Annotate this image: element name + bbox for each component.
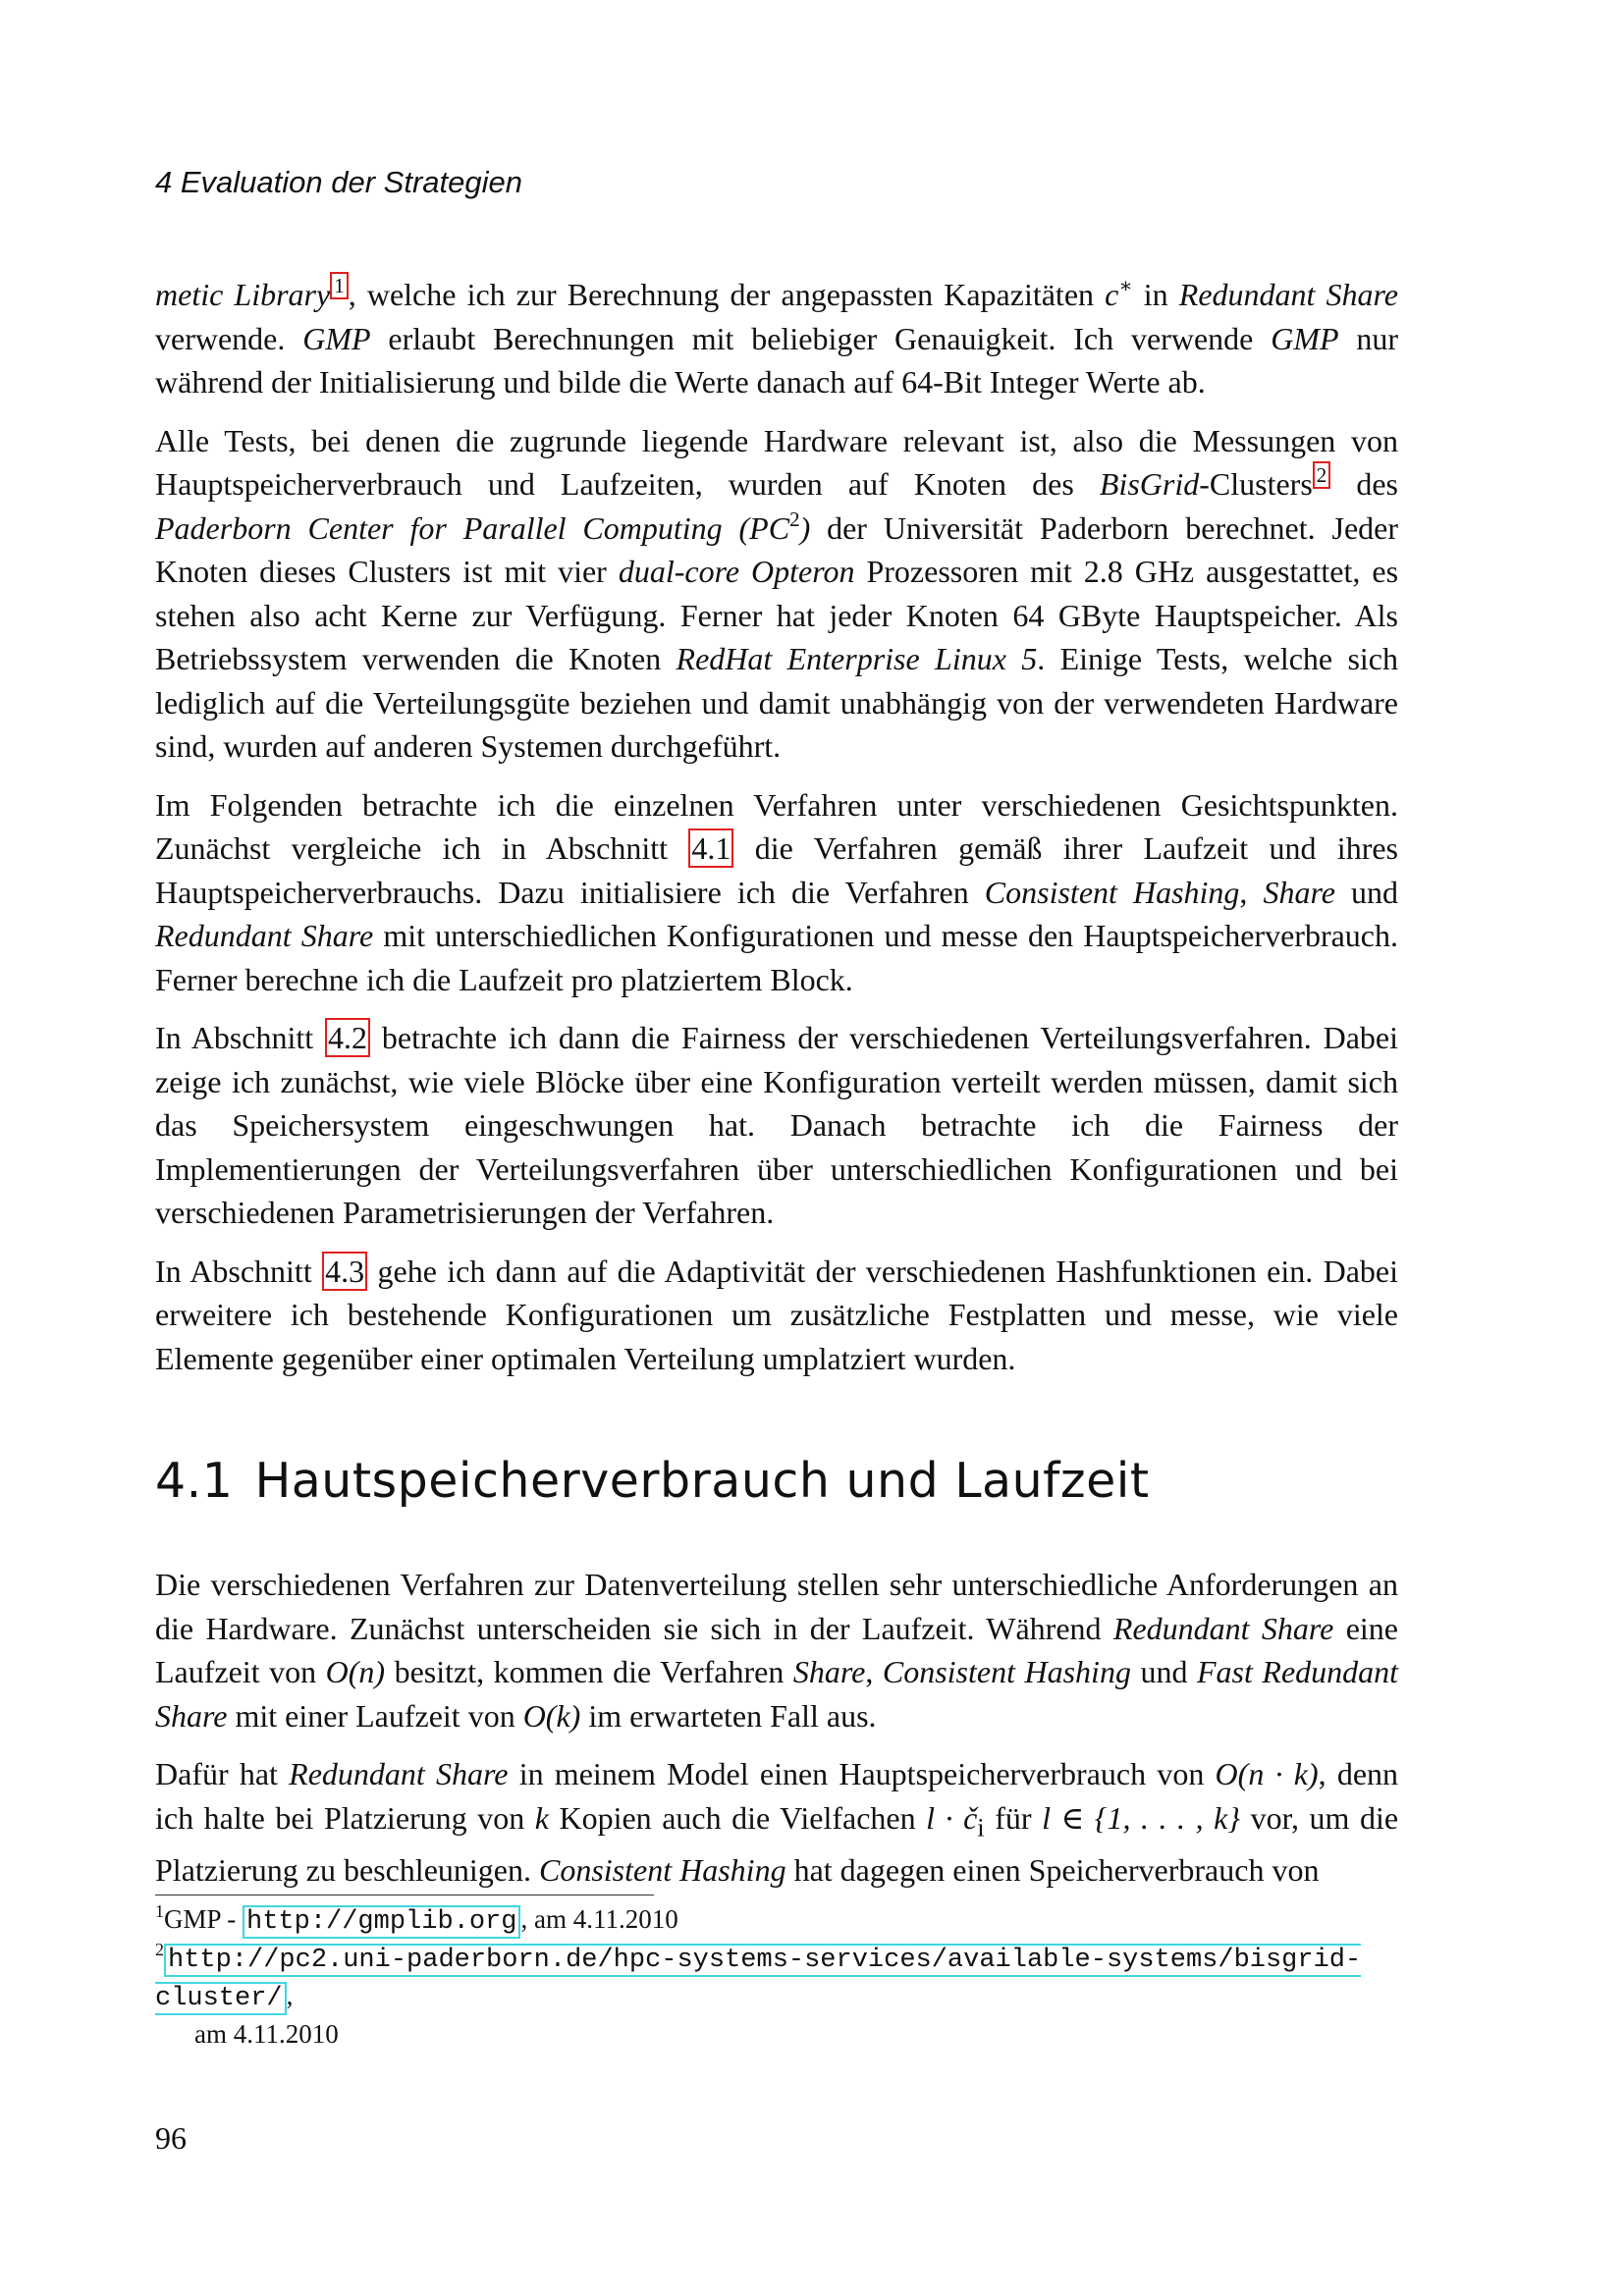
paragraph-3: Im Folgenden betrachte ich die einzelnen Verfahren unter verschiedenen Gesichtspunkten. Zunächst vergleiche ich in Abschnitt 4.1 die Verfahren gemäß ihrer Laufzeit und ihres Hauptspeicherverbrauchs. Dazu initialisiere ich die Verfahren Consistent Hashing, Share und Redundant Share mit unterschiedlichen Konfigurationen und messe den Hauptspeicherverbrauch. Ferner berechne ich die Laufzeit pro platziertem Block. [155, 786, 1399, 997]
section-title-text: Hautspeicherverbrauch und Laufzeit [254, 1453, 1150, 1509]
footnote-divider [155, 1895, 654, 1896]
footnote-2: $^2$ http://pc2.uni-paderborn.de/hpc-systems-services/available-systems/bisgrid-cluster/ , [155, 1940, 1362, 2013]
paragraph-1: metic Library $^1$ , welche ich zur Berechnung der angepassten Kapazitäten c∗ in Redundant Share verwende. GMP erlaubt Berechnungen mit beliebiger Genauigkeit. Ich verwende GMP nur während der Initialisierung und bilde die Werte danach auf 64-Bit Integer Werte ab. [155, 274, 1399, 400]
section-paragraph-1: Die verschiedenen Verfahren zur Datenverteilung stellen sehr unterschiedliche Anforderungen an die Hardware. Zunächst unterscheiden sie sich in der Laufzeit. Während Redundant Share eine Laufzeit von O(n) besitzt, kommen die Verfahren Share, Consistent Hashing und Fast Redundant Share mit einer Laufzeit von O(k) im erwarteten Fall aus. [155, 1567, 1399, 1734]
section-number: 4.1 [155, 1453, 234, 1509]
section-heading [155, 1453, 1150, 1509]
section-paragraph-2: Dafür hat Redundant Share in meinem Model einen Hauptspeicherverbrauch von O(n · k), denn ich halte bei Platzierung von k Kopien auch die Vielfachen $l \cdot č_i$ für l ∈ {1, . . . , k} vor, um die Platzierung zu beschleunigen. Consistent Hashing hat dagegen einen Speicherverbrauch von [155, 1756, 1399, 1889]
paragraph-5: In Abschnitt 4.3 gehe ich dann auf die Adaptivität der verschiedenen Hashfunktionen ein. Dabei erweitere ich bestehende Konfigurationen um zusätzliche Festplatten und messe, wie viele Elemente gegenüber einer optimalen Verteilung umplatziert wurden. [155, 1253, 1399, 1376]
footnote-2-link[interactable]: http://pc2.uni-paderborn.de/hpc-systems-services/available-systems/bisgrid-cluster/ [155, 1946, 1362, 2013]
section-body [155, 1563, 1398, 1907]
running-header: 4 Evaluation der Strategien [155, 165, 522, 199]
footnote-ref-1[interactable]: 1 [330, 272, 349, 299]
page-number: 96 [155, 2120, 187, 2156]
footnote-1-link[interactable]: http://gmplib.org [243, 1905, 520, 1939]
footnotes [155, 1901, 1432, 2052]
footnote-1: $^1$GMP - http://gmplib.org , am 4.11.2010 [155, 1901, 678, 1937]
paragraph-2: Alle Tests, bei denen die zugrunde liegende Hardware relevant ist, also die Messungen von Hauptspeicherverbrauch und Laufzeiten, wurden auf Knoten des BisGrid-Clusters $^2$ des Paderborn Center for Parallel Computing $(PC^2)$ der Universität Paderborn berechnet. Jeder Knoten dieses Clusters ist mit vier dual-core Opteron Prozessoren mit 2.8 GHz ausgestattet, es stehen also acht Kerne zur Verfügung. Ferner hat jeder Knoten 64 GByte Hauptspeicher. Als Betriebssystem verwenden die Knoten RedHat Enterprise Linux 5. Einige Tests, welche sich lediglich auf die Verteilungsgüte beziehen und damit unabhängig von der verwendeten Hardware sind, wurden auf anderen Systemen durchgeführt. [155, 422, 1399, 764]
body-text [155, 273, 1398, 1395]
section-link-4-3[interactable]: 4.3 [322, 1252, 367, 1291]
section-link-4-1[interactable]: 4.1 [688, 828, 733, 868]
footnote-2-date: am 4.11.2010 [194, 2019, 339, 2049]
footnote-ref-2[interactable]: 2 [1313, 461, 1331, 489]
section-link-4-2[interactable]: 4.2 [325, 1018, 370, 1057]
paragraph-4: In Abschnitt 4.2 betrachte ich dann die Fairness der verschiedenen Verteilungsverfahren. Dabei zeige ich zunächst, wie viele Blöcke über eine Konfiguration verteilt werden müssen, damit sich das Speichersystem eingeschwungen hat. Danach betrachte ich die Fairness der Implementierungen der Verteilungsverfahren über unterschiedlichen Konfigurationen und bei verschiedenen Parametrisierungen der Verfahren. [155, 1020, 1399, 1230]
